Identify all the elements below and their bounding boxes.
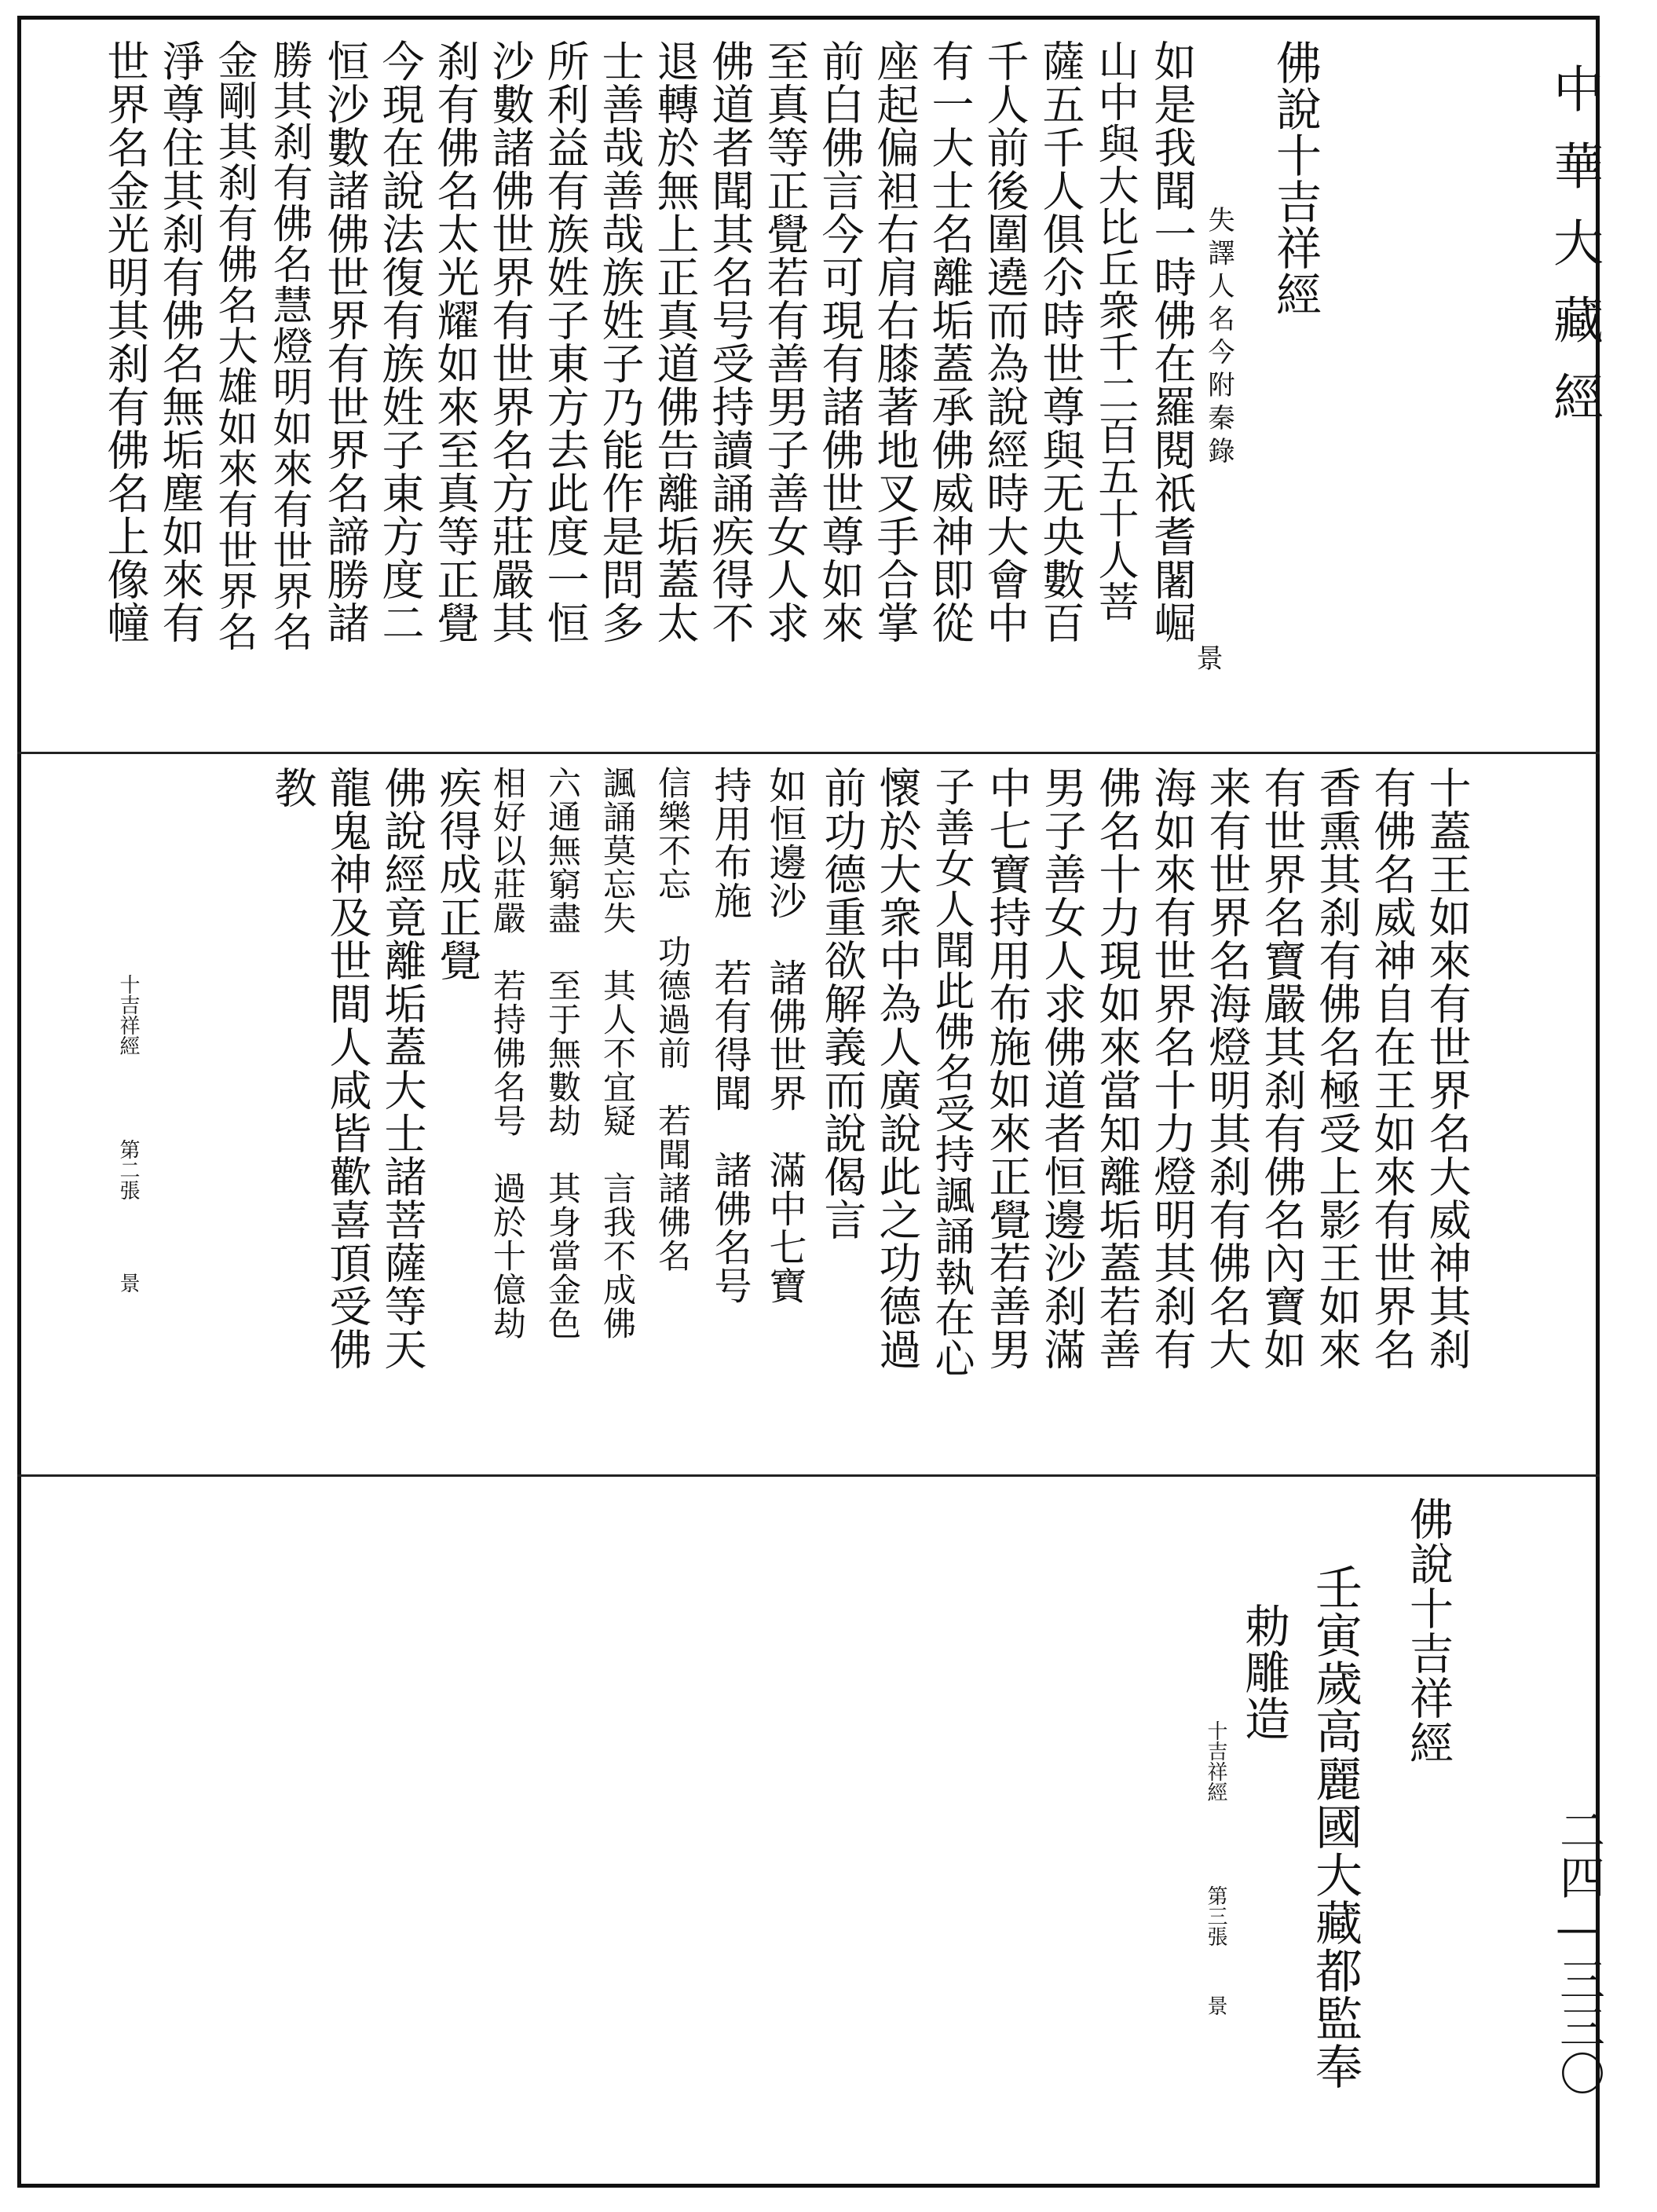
colophon-line-2: 勅雕造 bbox=[1237, 1602, 1290, 1741]
middle-col-4: 有世界名寶嚴其刹有佛名內寶如 bbox=[1257, 766, 1307, 1371]
middle-col-22: 教 bbox=[268, 766, 317, 809]
middle-col-12: 前功德重欲解義而說偈言 bbox=[818, 766, 867, 1241]
panel-divider-upper bbox=[17, 752, 1600, 754]
middle-col-10: 子善女人聞此佛名受持諷誦執在心 bbox=[927, 766, 974, 1379]
middle-col-3: 香熏其刹有佛名極受上影王如來 bbox=[1312, 766, 1362, 1371]
upper-col-12: 所利益有族姓子東方去此度一恒 bbox=[540, 39, 590, 644]
middle-verse-5: 六通無窮盡 至于無數劫 其身當金色 bbox=[543, 766, 582, 1340]
lower-footer-mark: 景 bbox=[1204, 1995, 1227, 2016]
middle-col-5: 来有世界名海燈明其刹有佛名大 bbox=[1202, 766, 1252, 1371]
upper-col-14: 刹有佛名太光耀如來至真等正覺 bbox=[430, 39, 480, 644]
upper-col-17: 勝其刹有佛名慧燈明如來有世界名 bbox=[265, 39, 312, 652]
upper-col-16: 恒沙數諸佛世界有世界名諦勝諸 bbox=[320, 39, 370, 644]
upper-title: 佛說十吉祥經 bbox=[1268, 39, 1322, 317]
middle-col-6: 海如來有世界名十力燈明其刹有 bbox=[1147, 766, 1197, 1371]
middle-verse-2: 持用布施 若有得聞 諸佛名号 bbox=[708, 766, 752, 1305]
upper-col-5: 有一大士名離垢蓋承佛威神即從 bbox=[925, 39, 975, 644]
middle-col-19: 疾得成正覺 bbox=[433, 766, 482, 982]
middle-col-2: 有佛名威神自在王如來有世界名 bbox=[1367, 766, 1417, 1371]
upper-col-1: 如是我聞一時佛在羅閱祇耆闍崛 bbox=[1147, 39, 1197, 644]
upper-col-7: 前白佛言今可現有諸佛世尊如來 bbox=[815, 39, 865, 644]
middle-col-20: 佛說經竟離垢蓋大士諸菩薩等天 bbox=[378, 766, 427, 1371]
lower-title: 佛說十吉祥經 bbox=[1403, 1496, 1454, 1765]
middle-col-8: 男子善女人求佛道者恒邊沙刹滿 bbox=[1037, 766, 1087, 1371]
upper-col-6: 座起偏袒右肩右膝著地叉手合掌 bbox=[870, 39, 920, 644]
middle-col-1: 十蓋王如來有世界名大威神其刹 bbox=[1422, 766, 1472, 1371]
middle-col-7: 佛名十力現如來當知離垢蓋若善 bbox=[1092, 766, 1142, 1371]
lower-footer-title: 十吉祥經 bbox=[1204, 1720, 1227, 1802]
panel-divider-lower bbox=[17, 1474, 1600, 1477]
middle-verse-3: 信樂不忘 功德過前 若聞諸佛名 bbox=[653, 766, 692, 1273]
middle-verse-4: 諷誦莫忘失 其人不宜疑 言我不成佛 bbox=[598, 766, 637, 1340]
middle-verse-6: 相好以莊嚴 若持佛名号 過於十億劫 bbox=[488, 766, 527, 1340]
upper-col-11: 士善哉善哉族姓子乃能作是問多 bbox=[595, 39, 645, 644]
upper-col-3: 薩五千人俱尒時世尊與无央數百 bbox=[1036, 39, 1085, 644]
upper-col-18: 金剛其刹有佛名大雄如來有世界名 bbox=[210, 39, 257, 652]
upper-col-2: 山中與大比丘衆千二百五十人菩 bbox=[1091, 39, 1138, 622]
page-number: 二四—三三〇 bbox=[1552, 1807, 1605, 2097]
upper-col-10: 退轉於無上正真道佛告離垢蓋太 bbox=[650, 39, 700, 644]
upper-col-13: 沙數諸佛世界有世界名方莊嚴其 bbox=[485, 39, 535, 644]
colophon-line-1: 壬寅歲高麗國大藏都監奉 bbox=[1308, 1563, 1363, 2090]
upper-col-19: 淨尊住其刹有佛名無垢塵如來有 bbox=[155, 39, 205, 644]
middle-footer-sheet: 第二張 bbox=[116, 1139, 140, 1200]
upper-volume-mark: 景 bbox=[1191, 644, 1223, 671]
lower-footer-sheet: 第三張 bbox=[1204, 1885, 1227, 1946]
upper-col-9: 佛道者聞其名号受持讀誦疾得不 bbox=[705, 39, 755, 644]
middle-col-9: 中七寶持用布施如來正覺若善男 bbox=[982, 766, 1032, 1371]
collection-title: 中華大藏經 bbox=[1545, 63, 1603, 448]
upper-col-4: 千人前後圍遶而為說經時大會中 bbox=[980, 39, 1030, 644]
middle-verse-1: 如恒邊沙 諸佛世界 滿中七寶 bbox=[763, 766, 807, 1305]
middle-footer-mark: 景 bbox=[116, 1273, 140, 1293]
middle-col-21: 龍鬼神及世間人咸皆歡喜頂受佛 bbox=[323, 766, 372, 1371]
upper-col-20: 世界名金光明其刹有佛名上像幢 bbox=[101, 39, 150, 644]
middle-footer-title: 十吉祥經 bbox=[116, 974, 140, 1056]
upper-col-15: 今現在說法復有族姓子東方度二 bbox=[375, 39, 425, 644]
upper-translator: 失譯人名今附秦錄 bbox=[1203, 206, 1235, 470]
upper-col-8: 至真等正覺若有善男子善女人求 bbox=[760, 39, 810, 644]
middle-col-11: 懷於大衆中為人廣說此之功德過 bbox=[872, 766, 922, 1371]
